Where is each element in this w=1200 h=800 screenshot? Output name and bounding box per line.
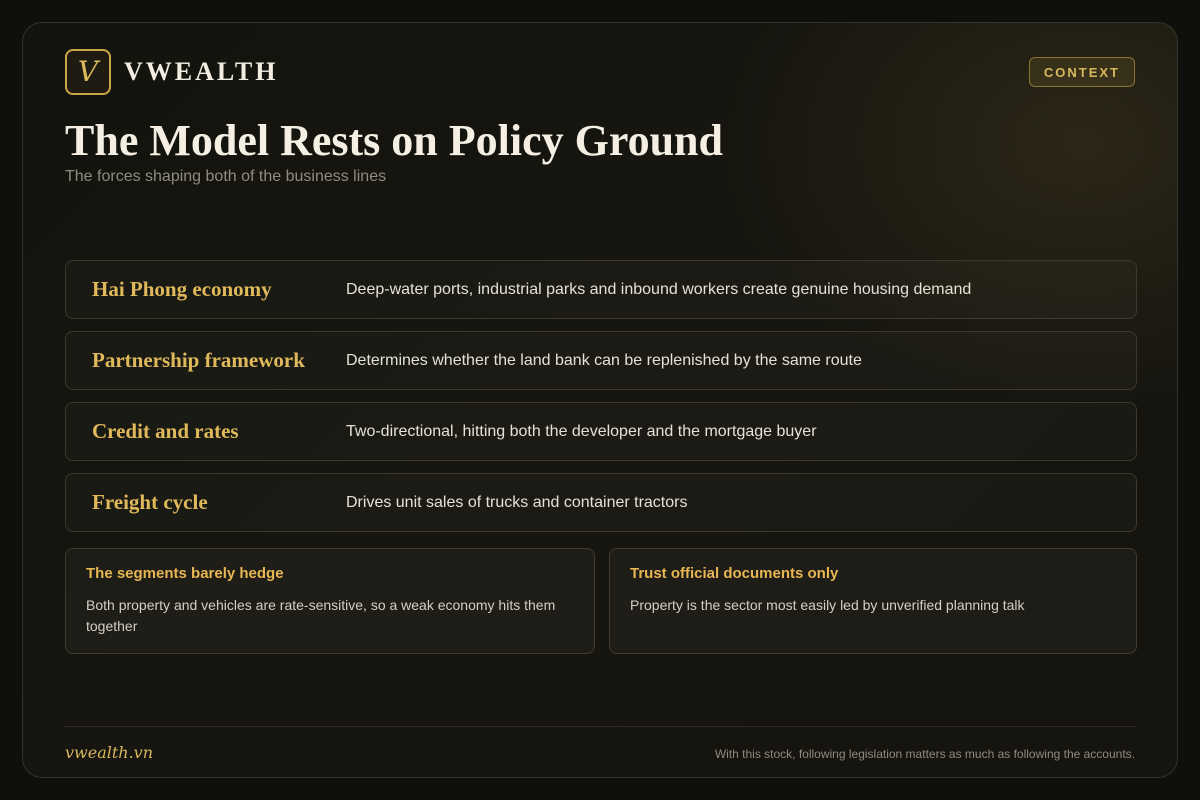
factor-description: Deep-water ports, industrial parks and inbound workers create genuine housing demand	[346, 280, 972, 298]
context-badge: CONTEXT	[1029, 57, 1135, 87]
factor-label: Freight cycle	[92, 490, 208, 514]
page-title: The Model Rests on Policy Ground	[65, 116, 724, 165]
factor-description: Drives unit sales of trucks and container tractors	[346, 493, 688, 511]
factor-row	[65, 402, 1137, 461]
factor-description: Determines whether the land bank can be replenished by the same route	[346, 351, 862, 369]
factor-label: Hai Phong economy	[92, 277, 272, 301]
factor-label: Credit and rates	[92, 419, 239, 443]
slide-frame	[22, 22, 1178, 778]
footer-note: With this stock, following legislation matters as much as following the accounts.	[714, 747, 1135, 761]
factor-row	[65, 331, 1137, 390]
factor-list	[65, 260, 1137, 544]
factor-row	[65, 473, 1137, 532]
footer-site-link[interactable]: vwealth.vn	[65, 743, 154, 762]
factor-description: Two-directional, hitting both the developer and the mortgage buyer	[346, 422, 817, 440]
note-card-text: Property is the sector most easily led by unverified planning talk	[630, 597, 1025, 613]
footer-divider	[65, 726, 1137, 727]
note-card-title: Trust official documents only	[630, 565, 839, 582]
note-card-hedge	[65, 548, 595, 654]
note-card-documents	[609, 548, 1137, 654]
logo-letter: V	[77, 55, 99, 88]
note-card-text: Both property and vehicles are rate-sensitive, so a weak economy hits them together	[86, 597, 556, 634]
note-card-title: The segments barely hedge	[86, 565, 284, 582]
brand-logo	[65, 49, 111, 95]
factor-label: Partnership framework	[92, 348, 305, 372]
note-cards	[65, 548, 1137, 654]
factor-row	[65, 260, 1137, 319]
brand-name: VWEALTH	[124, 57, 279, 86]
page-subtitle: The forces shaping both of the business lines	[65, 168, 387, 185]
